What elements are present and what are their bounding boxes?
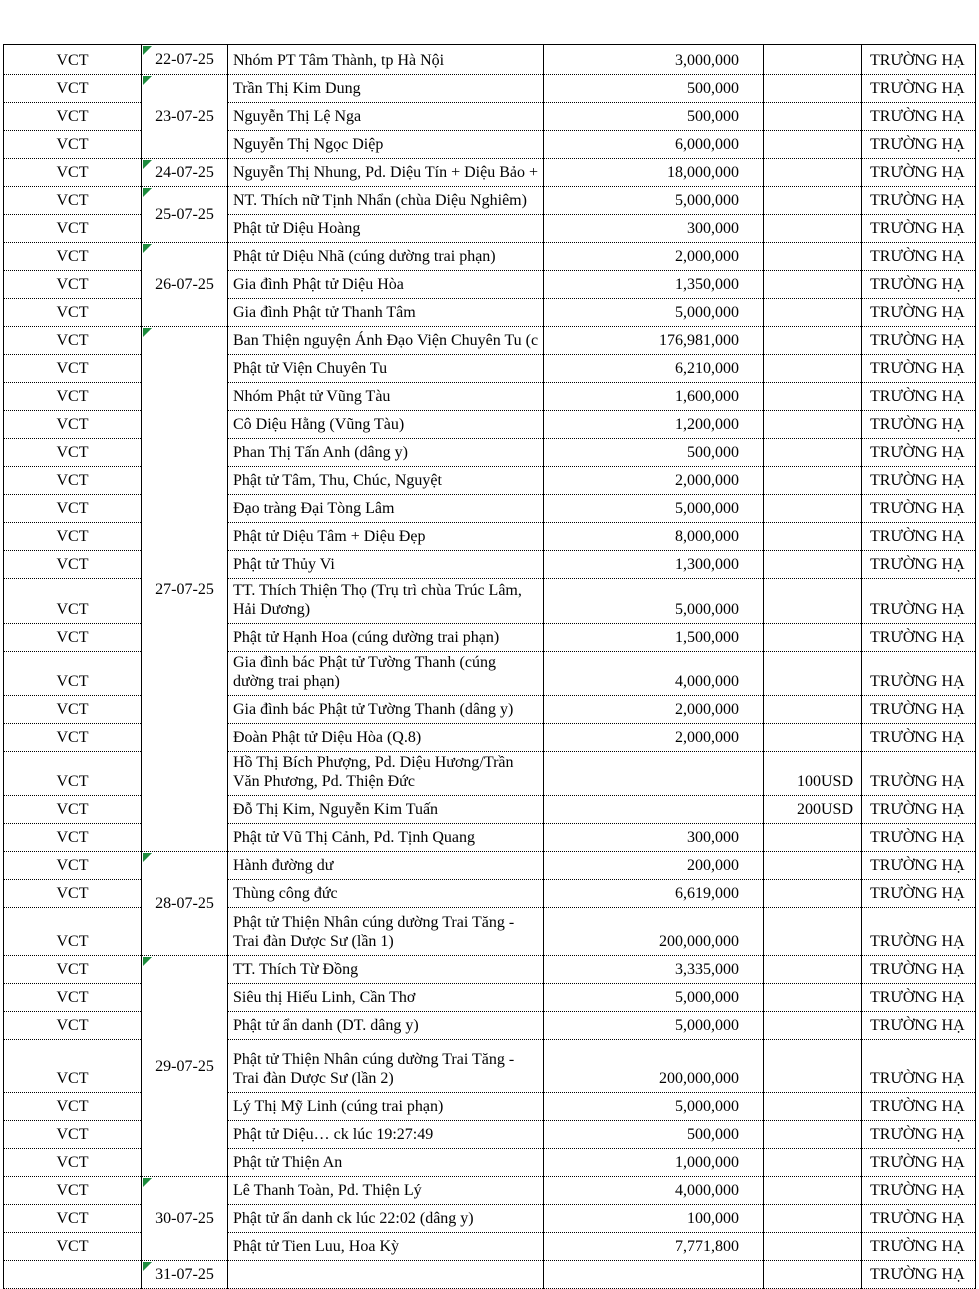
cell-donor-name[interactable]: Phật tử Viện Chuyên Tu (228, 355, 544, 383)
date-label: 27-07-25 (155, 580, 214, 598)
cell-amount-usd[interactable] (764, 187, 862, 215)
cell-amount-vnd[interactable]: 500,000 (544, 439, 764, 467)
cell-date[interactable] (142, 45, 228, 75)
cell-date[interactable] (142, 327, 228, 852)
cell-amount-vnd[interactable]: 5,000,000 (544, 495, 764, 523)
cell-organization[interactable]: VCT (4, 299, 142, 327)
cell-donor-name[interactable]: Lê Thanh Toàn, Pd. Thiện Lý (228, 1177, 544, 1205)
cell-amount-usd[interactable] (764, 103, 862, 131)
cell-fund[interactable]: TRƯỜNG HẠ (862, 299, 976, 327)
cell-organization[interactable]: VCT (4, 956, 142, 984)
cell-amount-vnd[interactable]: 1,600,000 (544, 383, 764, 411)
cell-amount-usd[interactable] (764, 523, 862, 551)
cell-donor-name[interactable]: Gia đình bác Phật tử Tường Thanh (cúng dường trai phạn) (228, 652, 544, 696)
cell-organization[interactable]: VCT (4, 243, 142, 271)
cell-fund[interactable]: TRƯỜNG HẠ (862, 908, 976, 956)
cell-amount-vnd[interactable]: 1,200,000 (544, 411, 764, 439)
cell-donor-name[interactable]: Phật tử Thiện Nhân cúng dường Trai Tăng - Trai đàn Dược Sư (lần 2) (228, 1040, 544, 1093)
cell-amount-vnd[interactable]: 8,000,000 (544, 523, 764, 551)
cell-amount-usd[interactable] (764, 1177, 862, 1205)
cell-fund[interactable]: TRƯỜNG HẠ (862, 696, 976, 724)
cell-amount-usd[interactable] (764, 495, 862, 523)
cell-fund[interactable]: TRƯỜNG HẠ (862, 75, 976, 103)
cell-organization[interactable]: VCT (4, 495, 142, 523)
cell-organization[interactable]: VCT (4, 439, 142, 467)
cell-amount-usd[interactable] (764, 1261, 862, 1289)
cell-fund[interactable]: TRƯỜNG HẠ (862, 624, 976, 652)
cell-fund[interactable]: TRƯỜNG HẠ (862, 652, 976, 696)
cell-amount-vnd[interactable]: 4,000,000 (544, 1177, 764, 1205)
cell-organization[interactable]: VCT (4, 1121, 142, 1149)
cell-fund[interactable]: TRƯỜNG HẠ (862, 1149, 976, 1177)
cell-date[interactable] (142, 956, 228, 1177)
error-marker-icon (143, 1262, 152, 1271)
cell-amount-usd[interactable] (764, 824, 862, 852)
cell-amount-vnd[interactable]: 1,000,000 (544, 1149, 764, 1177)
cell-donor-name[interactable]: Thùng công đức (228, 880, 544, 908)
table-row (4, 75, 976, 103)
cell-amount-vnd[interactable]: 2,000,000 (544, 467, 764, 495)
cell-amount-usd[interactable] (764, 624, 862, 652)
cell-amount-vnd[interactable]: 200,000,000 (544, 908, 764, 956)
cell-fund[interactable]: TRƯỜNG HẠ (862, 796, 976, 824)
cell-fund[interactable]: TRƯỜNG HẠ (862, 383, 976, 411)
cell-donor-name[interactable]: Gia đình Phật tử Diệu Hòa (228, 271, 544, 299)
cell-fund[interactable]: TRƯỜNG HẠ (862, 355, 976, 383)
cell-fund[interactable]: TRƯỜNG HẠ (862, 159, 976, 187)
cell-fund[interactable]: TRƯỜNG HẠ (862, 103, 976, 131)
cell-amount-vnd[interactable]: 1,500,000 (544, 624, 764, 652)
table-row (4, 45, 976, 75)
cell-amount-usd[interactable] (764, 45, 862, 75)
cell-donor-name[interactable]: Ban Thiện nguyện Ánh Đạo Viện Chuyên Tu (c (228, 327, 544, 355)
cell-amount-usd[interactable] (764, 1205, 862, 1233)
date-label: 24-07-25 (155, 164, 214, 181)
cell-fund[interactable]: TRƯỜNG HẠ (862, 187, 976, 215)
table-row (4, 327, 976, 355)
cell-amount-usd[interactable] (764, 383, 862, 411)
cell-donor-name[interactable]: Hồ Thị Bích Phượng, Pd. Diệu Hương/Trần Văn Phương, Pd. Thiện Đức (228, 752, 544, 796)
cell-fund[interactable]: TRƯỜNG HẠ (862, 1177, 976, 1205)
cell-amount-usd[interactable] (764, 908, 862, 956)
error-marker-icon (143, 1178, 152, 1187)
cell-organization[interactable]: VCT (4, 327, 142, 355)
cell-organization[interactable]: VCT (4, 355, 142, 383)
cell-amount-usd[interactable] (764, 852, 862, 880)
cell-organization[interactable]: VCT (4, 652, 142, 696)
cell-amount-usd[interactable] (764, 411, 862, 439)
cell-organization[interactable]: VCT (4, 1040, 142, 1093)
cell-amount-vnd[interactable]: 6,619,000 (544, 880, 764, 908)
date-label: 25-07-25 (155, 206, 214, 223)
cell-organization[interactable]: VCT (4, 579, 142, 624)
cell-amount-vnd[interactable]: 200,000 (544, 852, 764, 880)
cell-fund[interactable]: TRƯỜNG HẠ (862, 1261, 976, 1289)
cell-donor-name[interactable]: Gia đình Phật tử Thanh Tâm (228, 299, 544, 327)
cell-fund[interactable]: TRƯỜNG HẠ (862, 1205, 976, 1233)
cell-amount-usd[interactable] (764, 467, 862, 495)
table-row (4, 187, 976, 215)
cell-amount-usd[interactable] (764, 159, 862, 187)
cell-fund[interactable]: TRƯỜNG HẠ (862, 1121, 976, 1149)
error-marker-icon (143, 328, 152, 337)
cell-organization[interactable] (4, 1261, 142, 1289)
cell-donor-name[interactable]: Hành đường dư (228, 852, 544, 880)
cell-amount-vnd[interactable]: 500,000 (544, 75, 764, 103)
cell-fund[interactable]: TRƯỜNG HẠ (862, 579, 976, 624)
cell-amount-usd[interactable] (764, 439, 862, 467)
cell-donor-name[interactable]: NT. Thích nữ Tịnh Nhẩn (chùa Diệu Nghiêm) (228, 187, 544, 215)
cell-donor-name[interactable]: Đoàn Phật tử Diệu Hòa (Q.8) (228, 724, 544, 752)
table-row (4, 1261, 976, 1289)
cell-amount-usd[interactable] (764, 1040, 862, 1093)
cell-amount-vnd[interactable]: 6,000,000 (544, 131, 764, 159)
cell-donor-name[interactable]: Nhóm Phật tử Vũng Tàu (228, 383, 544, 411)
date-label: 26-07-25 (155, 276, 214, 293)
cell-donor-name[interactable]: Phật tử Thiện Nhân cúng dường Trai Tăng - Trai đàn Dược Sư (lần 1) (228, 908, 544, 956)
cell-amount-vnd[interactable]: 2,000,000 (544, 243, 764, 271)
cell-donor-name[interactable]: Phật tử Diệu Hoàng (228, 215, 544, 243)
cell-fund[interactable]: TRƯỜNG HẠ (862, 724, 976, 752)
cell-fund[interactable]: TRƯỜNG HẠ (862, 984, 976, 1012)
cell-organization[interactable]: VCT (4, 796, 142, 824)
cell-amount-vnd[interactable]: 100,000 (544, 1205, 764, 1233)
cell-amount-usd[interactable] (764, 696, 862, 724)
cell-amount-vnd[interactable]: 5,000,000 (544, 579, 764, 624)
cell-amount-usd[interactable] (764, 724, 862, 752)
cell-date[interactable] (142, 1261, 228, 1289)
date-label: 30-07-25 (155, 1210, 214, 1227)
cell-organization[interactable]: VCT (4, 467, 142, 495)
cell-donor-name[interactable]: Cô Diệu Hằng (Vũng Tàu) (228, 411, 544, 439)
cell-organization[interactable]: VCT (4, 1205, 142, 1233)
cell-amount-usd[interactable] (764, 299, 862, 327)
cell-donor-name[interactable]: Phan Thị Tấn Anh (dâng y) (228, 439, 544, 467)
cell-organization[interactable]: VCT (4, 984, 142, 1012)
cell-amount-vnd[interactable]: 500,000 (544, 103, 764, 131)
cell-fund[interactable]: TRƯỜNG HẠ (862, 752, 976, 796)
cell-fund[interactable]: TRƯỜNG HẠ (862, 523, 976, 551)
cell-organization[interactable]: VCT (4, 624, 142, 652)
cell-amount-usd[interactable] (764, 551, 862, 579)
cell-amount-vnd[interactable]: 18,000,000 (544, 159, 764, 187)
cell-donor-name[interactable]: Phật tử Tâm, Thu, Chúc, Nguyệt (228, 467, 544, 495)
cell-amount-vnd[interactable] (544, 796, 764, 824)
cell-date[interactable] (142, 187, 228, 243)
table-row (4, 243, 976, 271)
cell-amount-vnd[interactable]: 5,000,000 (544, 187, 764, 215)
cell-organization[interactable]: VCT (4, 523, 142, 551)
table-row (4, 1177, 976, 1205)
cell-amount-usd[interactable] (764, 880, 862, 908)
cell-amount-usd[interactable] (764, 1233, 862, 1261)
cell-amount-usd[interactable] (764, 1093, 862, 1121)
cell-amount-usd[interactable]: 200USD (764, 796, 862, 824)
cell-donor-name[interactable]: Phật tử Tien Luu, Hoa Kỳ (228, 1233, 544, 1261)
cell-donor-name[interactable]: Nhóm PT Tâm Thành, tp Hà Nội (228, 45, 544, 75)
cell-organization[interactable]: VCT (4, 1149, 142, 1177)
cell-organization[interactable]: VCT (4, 383, 142, 411)
cell-amount-vnd[interactable]: 500,000 (544, 1121, 764, 1149)
cell-amount-vnd[interactable]: 3,335,000 (544, 956, 764, 984)
error-marker-icon (143, 46, 152, 55)
error-marker-icon (143, 160, 152, 169)
cell-organization[interactable]: VCT (4, 908, 142, 956)
cell-amount-vnd[interactable]: 1,350,000 (544, 271, 764, 299)
cell-donor-name[interactable]: TT. Thích Từ Đồng (228, 956, 544, 984)
error-marker-icon (143, 957, 152, 966)
cell-amount-usd[interactable] (764, 1149, 862, 1177)
cell-fund[interactable]: TRƯỜNG HẠ (862, 131, 976, 159)
cell-amount-vnd[interactable]: 6,210,000 (544, 355, 764, 383)
date-label: 31-07-25 (155, 1266, 214, 1283)
cell-amount-vnd[interactable] (544, 752, 764, 796)
cell-amount-vnd[interactable]: 3,000,000 (544, 45, 764, 75)
cell-fund[interactable]: TRƯỜNG HẠ (862, 243, 976, 271)
cell-fund[interactable]: TRƯỜNG HẠ (862, 1040, 976, 1093)
cell-amount-vnd[interactable]: 4,000,000 (544, 652, 764, 696)
table-row (4, 956, 976, 984)
cell-donor-name[interactable]: Phật tử ẩn danh ck lúc 22:02 (dâng y) (228, 1205, 544, 1233)
cell-organization[interactable]: VCT (4, 696, 142, 724)
cell-amount-usd[interactable] (764, 75, 862, 103)
error-marker-icon (143, 244, 152, 253)
cell-donor-name[interactable]: Lý Thị Mỹ Linh (cúng trai phạn) (228, 1093, 544, 1121)
table-row (4, 852, 976, 880)
error-marker-icon (143, 76, 152, 85)
cell-amount-usd[interactable] (764, 243, 862, 271)
cell-donor-name[interactable]: Nguyễn Thị Ngọc Diệp (228, 131, 544, 159)
cell-fund[interactable]: TRƯỜNG HẠ (862, 1093, 976, 1121)
cell-date[interactable] (142, 75, 228, 159)
date-label: 29-07-25 (155, 1057, 214, 1075)
cell-amount-vnd[interactable]: 2,000,000 (544, 696, 764, 724)
cell-fund[interactable]: TRƯỜNG HẠ (862, 439, 976, 467)
cell-amount-usd[interactable] (764, 984, 862, 1012)
cell-amount-vnd[interactable]: 176,981,000 (544, 327, 764, 355)
donation-table (3, 44, 976, 1289)
cell-fund[interactable]: TRƯỜNG HẠ (862, 880, 976, 908)
cell-donor-name[interactable]: Phật tử Thủy Vi (228, 551, 544, 579)
cell-organization[interactable]: VCT (4, 411, 142, 439)
cell-organization[interactable]: VCT (4, 880, 142, 908)
cell-donor-name[interactable]: Phật tử Thiện An (228, 1149, 544, 1177)
table-row (4, 159, 976, 187)
cell-organization[interactable]: VCT (4, 187, 142, 215)
cell-organization[interactable]: VCT (4, 1177, 142, 1205)
cell-fund[interactable]: TRƯỜNG HẠ (862, 1012, 976, 1040)
cell-amount-usd[interactable] (764, 215, 862, 243)
cell-donor-name[interactable]: Phật tử ẩn danh (DT. dâng y) (228, 1012, 544, 1040)
date-label: 28-07-25 (155, 895, 214, 912)
date-label: 23-07-25 (155, 108, 214, 125)
cell-fund[interactable]: TRƯỜNG HẠ (862, 271, 976, 299)
cell-organization[interactable]: VCT (4, 103, 142, 131)
cell-amount-vnd[interactable]: 200,000,000 (544, 1040, 764, 1093)
cell-amount-usd[interactable] (764, 131, 862, 159)
cell-fund[interactable]: TRƯỜNG HẠ (862, 1233, 976, 1261)
cell-amount-usd[interactable] (764, 579, 862, 624)
cell-organization[interactable]: VCT (4, 1233, 142, 1261)
cell-date[interactable] (142, 243, 228, 327)
cell-organization[interactable]: VCT (4, 752, 142, 796)
cell-amount-usd[interactable] (764, 327, 862, 355)
cell-donor-name[interactable]: TT. Thích Thiện Thọ (Trụ trì chùa Trúc Lâm, Hải Dương) (228, 579, 544, 624)
cell-date[interactable] (142, 1177, 228, 1261)
cell-amount-usd[interactable] (764, 1121, 862, 1149)
cell-amount-usd[interactable] (764, 1012, 862, 1040)
cell-organization[interactable]: VCT (4, 1012, 142, 1040)
cell-donor-name[interactable]: Trần Thị Kim Dung (228, 75, 544, 103)
cell-organization[interactable]: VCT (4, 824, 142, 852)
cell-organization[interactable]: VCT (4, 75, 142, 103)
cell-donor-name[interactable]: Phật tử Diệu Tâm + Diệu Đẹp (228, 523, 544, 551)
cell-amount-vnd[interactable]: 300,000 (544, 824, 764, 852)
cell-amount-vnd[interactable]: 7,771,800 (544, 1233, 764, 1261)
cell-donor-name[interactable]: Phật tử Vũ Thị Cảnh, Pd. Tịnh Quang (228, 824, 544, 852)
cell-amount-usd[interactable] (764, 956, 862, 984)
cell-fund[interactable]: TRƯỜNG HẠ (862, 467, 976, 495)
cell-amount-vnd[interactable]: 300,000 (544, 215, 764, 243)
cell-amount-vnd[interactable]: 1,300,000 (544, 551, 764, 579)
cell-amount-vnd[interactable]: 2,000,000 (544, 724, 764, 752)
cell-amount-vnd[interactable]: 5,000,000 (544, 299, 764, 327)
cell-fund[interactable]: TRƯỜNG HẠ (862, 956, 976, 984)
cell-amount-usd[interactable] (764, 271, 862, 299)
cell-organization[interactable]: VCT (4, 1093, 142, 1121)
error-marker-icon (143, 188, 152, 197)
error-marker-icon (143, 853, 152, 862)
cell-donor-name[interactable]: Gia đình bác Phật tử Tường Thanh (dâng y) (228, 696, 544, 724)
cell-amount-vnd[interactable] (544, 1261, 764, 1289)
cell-organization[interactable]: VCT (4, 724, 142, 752)
cell-fund[interactable]: TRƯỜNG HẠ (862, 551, 976, 579)
cell-fund[interactable]: TRƯỜNG HẠ (862, 495, 976, 523)
cell-organization[interactable]: VCT (4, 131, 142, 159)
cell-donor-name[interactable]: Phật tử Diệu… ck lúc 19:27:49 (228, 1121, 544, 1149)
cell-fund[interactable]: TRƯỜNG HẠ (862, 327, 976, 355)
cell-donor-name[interactable]: Đạo tràng Đại Tòng Lâm (228, 495, 544, 523)
cell-fund[interactable]: TRƯỜNG HẠ (862, 215, 976, 243)
cell-organization[interactable]: VCT (4, 852, 142, 880)
cell-donor-name[interactable]: Nguyễn Thị Nhung, Pd. Diệu Tín + Diệu Bảo + (228, 159, 544, 187)
cell-donor-name[interactable]: Phật tử Hạnh Hoa (cúng dường trai phạn) (228, 624, 544, 652)
cell-donor-name[interactable] (228, 1261, 544, 1289)
cell-fund[interactable]: TRƯỜNG HẠ (862, 45, 976, 75)
cell-donor-name[interactable]: Siêu thị Hiếu Linh, Cần Thơ (228, 984, 544, 1012)
cell-amount-usd[interactable]: 100USD (764, 752, 862, 796)
date-label: 22-07-25 (155, 51, 214, 68)
cell-organization[interactable]: VCT (4, 45, 142, 75)
cell-amount-usd[interactable] (764, 652, 862, 696)
cell-organization[interactable]: VCT (4, 215, 142, 243)
cell-amount-vnd[interactable]: 5,000,000 (544, 984, 764, 1012)
cell-date[interactable] (142, 852, 228, 956)
cell-organization[interactable]: VCT (4, 159, 142, 187)
cell-amount-vnd[interactable]: 5,000,000 (544, 1012, 764, 1040)
cell-organization[interactable]: VCT (4, 551, 142, 579)
cell-fund[interactable]: TRƯỜNG HẠ (862, 411, 976, 439)
cell-amount-usd[interactable] (764, 355, 862, 383)
cell-organization[interactable]: VCT (4, 271, 142, 299)
cell-fund[interactable]: TRƯỜNG HẠ (862, 824, 976, 852)
cell-date[interactable] (142, 159, 228, 187)
cell-donor-name[interactable]: Đỗ Thị Kim, Nguyễn Kim Tuấn (228, 796, 544, 824)
cell-donor-name[interactable]: Phật tử Diệu Nhã (cúng dường trai phạn) (228, 243, 544, 271)
cell-donor-name[interactable]: Nguyễn Thị Lệ Nga (228, 103, 544, 131)
cell-fund[interactable]: TRƯỜNG HẠ (862, 852, 976, 880)
cell-amount-vnd[interactable]: 5,000,000 (544, 1093, 764, 1121)
